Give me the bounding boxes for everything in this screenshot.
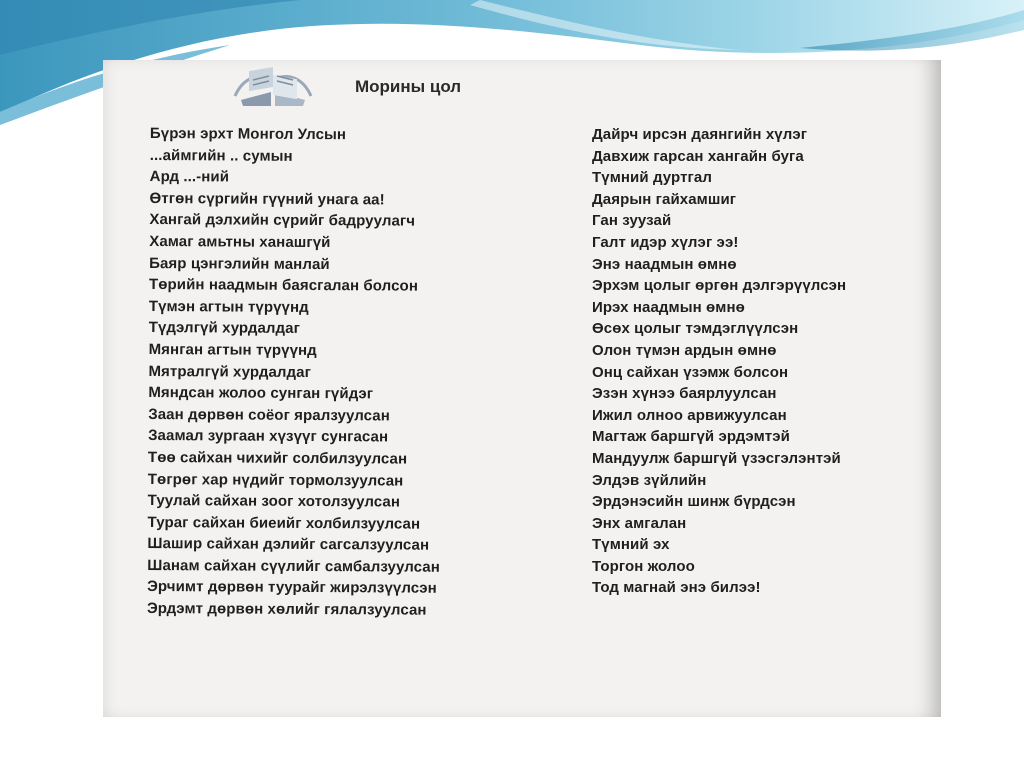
poem-line: Эрдэнэсийн шинж бүрдсэн: [592, 493, 796, 511]
poem-line: Төгрөг хар нүдийг тормолзуулсан: [147, 470, 404, 490]
poem-line: Хангай дэлхийн сүрийг бадруулагч: [149, 211, 416, 230]
poem-line: Өсөх цолыг тэмдэглүүлсэн: [592, 320, 799, 338]
poem-line: Эрчимт дөрвөн туурайг жирэлзүүлсэн: [147, 578, 437, 598]
right-column: [592, 124, 846, 599]
poem-line: Өтгөн сүргийн гүүний унага аа!: [149, 189, 385, 209]
poem-line: Олон түмэн ардын өмнө: [592, 341, 777, 359]
poem-line: Мянган агтын түрүүнд: [148, 340, 317, 359]
poem-line: Түмний дуртгал: [592, 169, 712, 187]
poem-line: Шашир сайхан дэлийг сагсалзуулсан: [147, 535, 430, 554]
poem-line: Тод магнай энэ билээ!: [592, 579, 761, 597]
poem-line: Даярын гайхамшиг: [592, 190, 737, 208]
poem-line: Эзэн хүнээ баярлуулсан: [592, 385, 777, 403]
poem-line: Ард ...-ний: [149, 168, 230, 186]
scanned-page: [103, 60, 941, 717]
poem-line: Галт идэр хүлэг ээ!: [592, 233, 739, 251]
poem-line: Эрхэм цолыг өргөн дэлгэрүүлсэн: [592, 277, 847, 295]
poem-line: Заамал зургаан хүзүүг сунгасан: [148, 427, 389, 446]
poem-line: Дайрч ирсэн даянгийн хүлэг: [592, 126, 808, 143]
poem-line: Энэ наадмын өмнө: [592, 255, 737, 273]
poem-line: Хамаг амьтны ханашгүй: [149, 232, 331, 252]
poem-line: Энх амгалан: [592, 514, 687, 532]
left-column: [147, 123, 443, 621]
poem-line: Мятралгүй хурдалдаг: [148, 362, 312, 381]
poem-title: Морины цол: [355, 77, 462, 96]
poem-line: Торгон жолоо: [592, 557, 695, 575]
poem-line: Төрийн наадмын баясгалан болсон: [148, 276, 419, 295]
poem-line: Төө сайхан чихийг солбилзуулсан: [147, 448, 408, 468]
poem-line: Эрдэмт дөрвөн хөлийг гялалзуулсан: [146, 600, 427, 619]
poem-line: Түмэн агтын түрүүнд: [148, 297, 309, 316]
poem-line: Элдэв зүйлийн: [592, 471, 707, 489]
poem-line: ...аймгийн .. сумын: [149, 146, 293, 165]
poem-line: Тураг сайхан биеийг холбилзуулсан: [147, 513, 421, 533]
poem-line: Шанам сайхан сүүлийг самбалзуулсан: [147, 556, 440, 576]
poem-line: Давхиж гарсан хангайн буга: [592, 147, 804, 165]
poem-line: Бүрэн эрхт Монгол Улсын: [149, 124, 347, 144]
poem-line: Түдэлгүй хурдалдаг: [148, 319, 301, 338]
poem-line: Мандуулж баршгүй үзэсгэлэнтэй: [592, 449, 841, 467]
poem-line: Баяр цэнгэлийн манлай: [149, 254, 330, 273]
poem-line: Онц сайхан үзэмж болсон: [592, 363, 789, 381]
poem-line: Туулай сайхан зоог хотолзуулсан: [147, 492, 401, 511]
poem-line: Магтаж баршгүй эрдэмтэй: [592, 428, 790, 446]
poem-line: Ган зуузай: [592, 212, 672, 230]
poem-line: Түмний эх: [592, 536, 670, 554]
open-book-icon: [233, 66, 313, 108]
poem-line: Ирэх наадмын өмнө: [592, 298, 745, 316]
poem-line: Ижил олноо арвижуулсан: [592, 406, 787, 424]
poem-line: Заан дөрвөн соёог яралзуулсан: [148, 405, 390, 425]
poem-line: Мяндсан жолоо сунган гүйдэг: [148, 384, 374, 403]
